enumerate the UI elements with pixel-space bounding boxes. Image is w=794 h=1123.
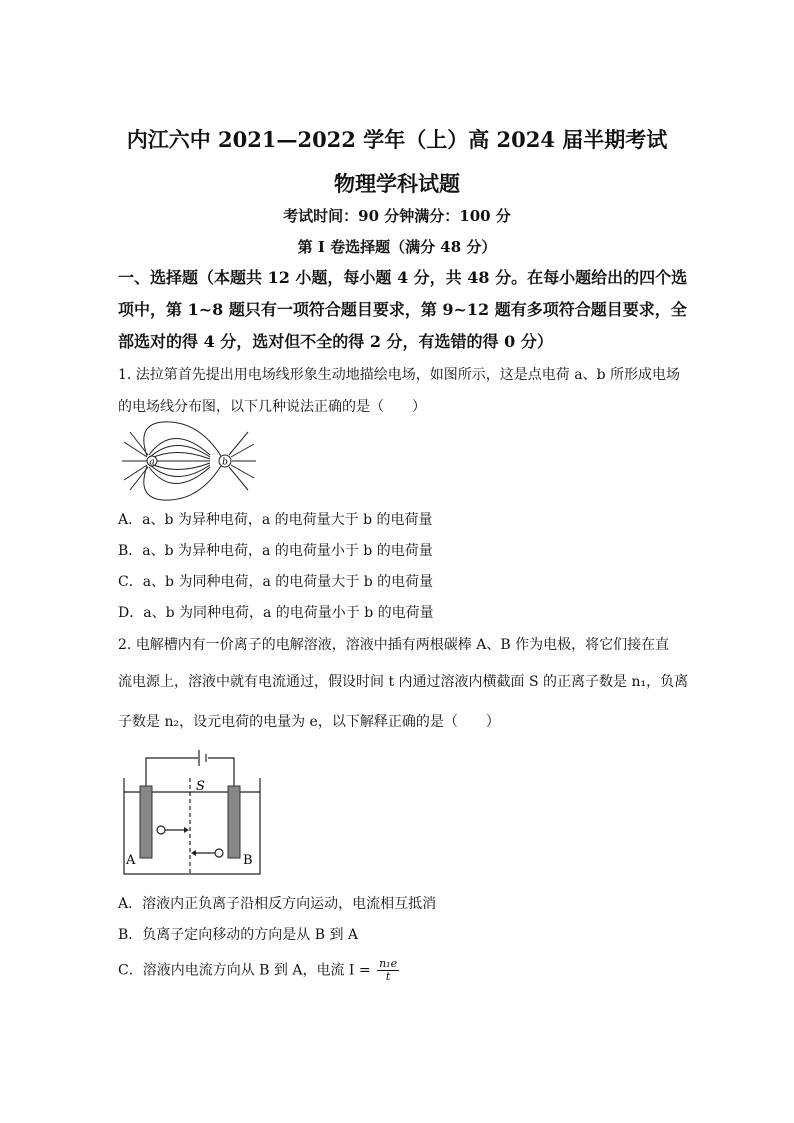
q2-line1: 2. 电解槽内有一价离子的电解溶液，溶液中插有两根碳棒 A、B 作为电极，将它们接在直 (118, 637, 670, 653)
electrode-b-label: B (243, 853, 253, 868)
section-intro: 一、选择题（本题共 12 小题，每小题 4 分，共 48 分。在每小题给出的四个选项中，第 1~8 题只有一项符合题目要求，第 9~12 题有多项符合题目要求，全部选对的得 4 分，选对但不全的得 2 分，有选错的得 0 分） (118, 268, 688, 351)
q1-option-d: D．a、b 为同种电荷，a 的电荷量小于 b 的电荷量 (118, 605, 434, 621)
q2-option-b: B．负离子定向移动的方向是从 B 到 A (118, 927, 359, 943)
exam-title: 内江六中 2021—2022 学年（上）高 2024 届半期考试 (126, 127, 668, 152)
field-lines-figure (118, 420, 258, 502)
fraction-denominator: t (385, 970, 391, 983)
q2-option-a: A．溶液内正负离子沿相反方向运动，电流相互抵消 (118, 896, 437, 912)
q1-line1: 1. 法拉第首先提出用电场线形象生动地描绘电场，如图所示，这是点电荷 a、b 所形成电场 (118, 367, 681, 383)
exam-subtitle: 物理学科试题 (334, 171, 460, 196)
q1-option-b: B．a、b 为异种电荷，a 的电荷量小于 b 的电荷量 (118, 543, 433, 559)
q2-line3: 子数是 n₂，设元电荷的电量为 e，以下解释正确的是（ ） (118, 714, 500, 730)
q1-option-a: A．a、b 为异种电荷，a 的电荷量大于 b 的电荷量 (118, 512, 433, 528)
q2-option-c (118, 958, 399, 983)
q2-option-c-text: C．溶液内电流方向从 B 到 A，电流 I = (118, 962, 371, 979)
charge-b-label: b (222, 457, 228, 468)
q2-line2: 流电源上，溶液中就有电流通过，假设时间 t 内通过溶液内横截面 S 的正离子数是 n₁，负离 (118, 674, 689, 690)
exam-info: 考试时间：90 分钟满分：100 分 (283, 207, 511, 225)
electrode-a-label: A (126, 853, 136, 868)
current-fraction (377, 958, 399, 983)
section-s-label: S (196, 779, 205, 794)
fraction-numerator: n₁e (379, 957, 398, 970)
electrolytic-cell-figure (118, 748, 268, 878)
q1-line2: 的电场线分布图，以下几种说法正确的是（ ） (118, 399, 426, 415)
part-title: 第 I 卷选择题（满分 48 分） (297, 238, 497, 256)
q1-option-c: C．a、b 为同种电荷，a 的电荷量大于 b 的电荷量 (118, 574, 434, 590)
charge-a-label: a (149, 457, 155, 468)
